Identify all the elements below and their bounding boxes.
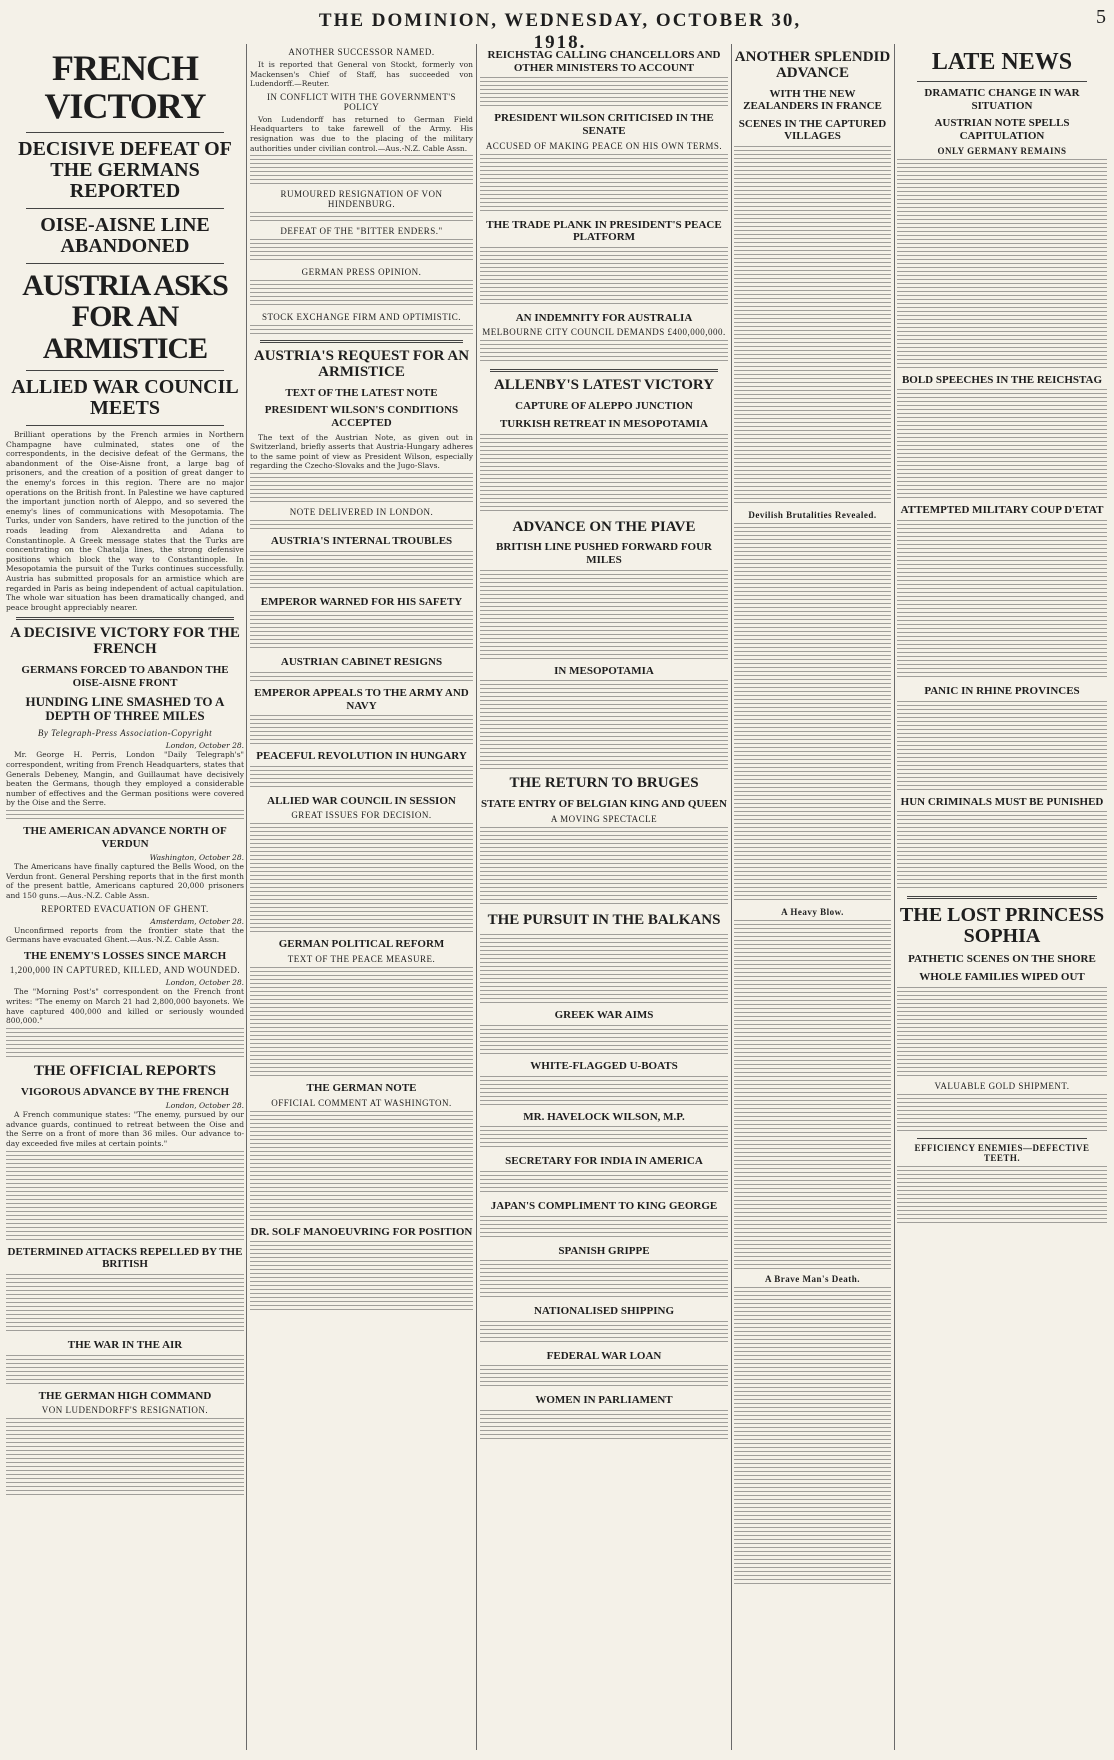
text-lines <box>6 1274 244 1334</box>
text-lines <box>480 1076 728 1106</box>
text-lines <box>250 1111 473 1221</box>
lead-paragraph: Brilliant operations by the French armies in Northern Champagne have culminated, states one of the correspondents, in the decisive defeat of the Germans, the abandonment of the Oise-Aisne front, a large bag of prisoners, and the creation of a position of great danger to the enemy's forces in this region. There are no major operations on the British front. In Palestine we have captured the important junction north of Aleppo, and so severed the enemy's lines of communications with Mesopotamia. The Turks, under von Sanders, have retired to the junction of the roads leading from Alexandretta and Adana to Constantinople. A Greek message states that the Turks are concentrating on the Chatalja lines, the strong defensive positions which block the way to Constantinople. In Mesopotamia the pursuit of the Turks continues successfully. Austria has submitted proposals for an armistice which are regarded in Paris as being independent of actual capitulation. The whole war situation has been dramatically changed, and peace brought appreciably nearer. <box>6 430 244 612</box>
text-lines <box>480 570 728 660</box>
subheadline: AN INDEMNITY FOR AUSTRALIA <box>515 311 693 324</box>
column-rule <box>476 44 477 1750</box>
subheadline: A MOVING SPECTACLE <box>550 813 658 824</box>
subheadline: EMPEROR APPEALS TO THE ARMY AND NAVY <box>254 686 469 712</box>
text-lines <box>250 239 473 263</box>
column-rule <box>731 44 732 1750</box>
divider <box>26 370 224 371</box>
divider <box>907 896 1097 899</box>
divider <box>26 132 224 133</box>
subheadline: GERMAN POLITICAL REFORM <box>278 938 445 951</box>
text-lines <box>897 1094 1107 1134</box>
article-text: The "Morning Post's" correspondent on the French front writes: "The enemy on March 21 had 2,800,000 bayonets. We have captured 400,000 and killed or seriously wounded 800,000." <box>6 987 244 1026</box>
subheadline: FEDERAL WAR LOAN <box>546 1349 662 1362</box>
subheadline: DR. SOLF MANOEUVRING FOR POSITION <box>250 1225 473 1238</box>
text-lines <box>734 146 891 506</box>
headline: A DECISIVE VICTORY FOR THE FRENCH <box>10 625 240 658</box>
headline: ALLENBY'S LATEST VICTORY <box>493 377 715 394</box>
text-lines <box>6 1355 244 1385</box>
subheadline: AUSTRIA'S INTERNAL TROUBLES <box>270 534 453 547</box>
text-lines <box>480 340 728 364</box>
text-lines <box>6 1418 244 1498</box>
subheadline: SCENES IN THE CAPTURED VILLAGES <box>738 117 887 143</box>
text-lines <box>6 810 244 820</box>
subheadline: IN MESOPOTAMIA <box>554 664 654 677</box>
subheadline: HUN CRIMINALS MUST BE PUNISHED <box>900 795 1104 808</box>
text-lines <box>480 1216 728 1240</box>
subheadline: VIGOROUS ADVANCE BY THE FRENCH <box>20 1085 230 1098</box>
text-lines <box>250 325 473 335</box>
subheadline: NOTE DELIVERED IN LONDON. <box>289 506 434 517</box>
headline: AUSTRIA'S REQUEST FOR AN ARMISTICE <box>253 348 470 380</box>
dateline: London, October 28. <box>165 741 244 751</box>
column-1 <box>6 44 244 1750</box>
dateline: London, October 28. <box>165 978 244 988</box>
dateline: Washington, October 28. <box>149 853 244 863</box>
headline: DECISIVE DEFEAT OF THE GERMANS REPORTED <box>18 137 232 202</box>
subheadline: AUSTRIAN NOTE SPELLS CAPITULATION <box>934 117 1070 143</box>
headline: THE PURSUIT IN THE BALKANS <box>487 911 721 928</box>
text-lines <box>897 701 1107 791</box>
text-lines <box>734 1287 891 1587</box>
subheadline: THE ENEMY'S LOSSES SINCE MARCH <box>23 949 227 962</box>
subheadline: SPANISH GRIPPE <box>558 1244 650 1257</box>
text-lines <box>250 473 473 503</box>
subheadline: ANOTHER SUCCESSOR NAMED. <box>288 47 435 57</box>
subheadline: TEXT OF THE PEACE MEASURE. <box>287 954 436 965</box>
text-lines <box>897 987 1107 1077</box>
headline: THE OFFICIAL REPORTS <box>33 1062 216 1079</box>
subheadline: TEXT OF THE LATEST NOTE <box>285 386 438 399</box>
headline: THE LOST PRINCESS SOPHIA <box>899 904 1105 948</box>
headline: HUNDING LINE SMASHED TO A DEPTH OF THREE MILES <box>25 694 225 723</box>
subheadline: EMPEROR WARNED FOR HIS SAFETY <box>260 595 463 608</box>
subheadline: PATHETIC SCENES ON THE SHORE <box>908 953 1096 966</box>
divider <box>16 617 234 620</box>
text-lines <box>6 1028 244 1058</box>
column-3 <box>480 44 728 1750</box>
article-text: The text of the Austrian Note, as given out in Switzerland, briefly asserts that Austria-Hungary adheres to the same point of view as President Wilson, especially regarding the Czecho-Slovaks and the Jugo-Slavs. <box>250 432 473 471</box>
subheadline: WHOLE FAMILIES WIPED OUT <box>919 970 1085 983</box>
text-lines <box>897 159 1107 369</box>
text-lines <box>480 77 728 107</box>
subheadline: SECRETARY FOR INDIA IN AMERICA <box>505 1155 703 1168</box>
subheadline: STATE ENTRY OF BELGIAN KING AND QUEEN <box>481 797 727 810</box>
text-lines <box>480 1260 728 1300</box>
text-lines <box>480 1126 728 1150</box>
subheadline: WHITE-FLAGGED U-BOATS <box>530 1059 678 1072</box>
divider <box>917 1138 1087 1139</box>
headline: THE RETURN TO BRUGES <box>509 775 699 792</box>
page-number: 5 <box>1096 6 1106 28</box>
text-lines <box>480 934 728 1004</box>
text-lines <box>897 1166 1107 1226</box>
subheadline: RUMOURED RESIGNATION OF VON HINDENBURG. <box>280 189 443 210</box>
subheadline: THE WAR IN THE AIR <box>67 1338 183 1351</box>
dateline: Amsterdam, October 28. <box>150 916 244 926</box>
subheadline: THE GERMAN NOTE <box>306 1082 417 1095</box>
text-lines <box>480 1365 728 1389</box>
text-lines <box>480 1410 728 1440</box>
subheadline: GERMAN PRESS OPINION. <box>301 267 422 278</box>
subheadline: GREEK WAR AIMS <box>554 1009 654 1022</box>
subheadline: A Heavy Blow. <box>781 907 844 918</box>
headline: AUSTRIA ASKS FOR AN ARMISTICE <box>22 268 228 365</box>
text-lines <box>480 827 728 907</box>
subheadline: PRESIDENT WILSON'S CONDITIONS ACCEPTED <box>264 404 459 429</box>
column-5 <box>897 44 1107 1750</box>
divider <box>260 340 463 343</box>
text-lines <box>250 823 473 933</box>
subheadline: A Brave Man's Death. <box>765 1274 860 1285</box>
subheadline: JAPAN'S COMPLIMENT TO KING GEORGE <box>490 1199 718 1212</box>
subheadline: GREAT ISSUES FOR DECISION. <box>291 810 432 821</box>
article-text: Von Ludendorff has returned to German Field Headquarters to take farewell of the Army. His resignation was due to the placing of the military authorities under civilian control.—Aus.-N.Z. Cable Assn. <box>250 114 473 153</box>
headline: OISE-AISNE LINE ABANDONED <box>40 213 210 257</box>
subheadline: DEFEAT OF THE "BITTER ENDERS." <box>280 226 443 237</box>
subheadline: OFFICIAL COMMENT AT WASHINGTON. <box>271 1097 452 1108</box>
subheadline: BOLD SPEECHES IN THE REICHSTAG <box>901 373 1103 386</box>
subheadline: DETERMINED ATTACKS REPELLED BY THE BRITISH <box>7 1245 243 1271</box>
text-lines <box>250 520 473 530</box>
divider <box>26 263 224 264</box>
text-lines <box>250 551 473 591</box>
article-text: The Americans have finally captured the Bells Wood, on the Verdun front. General Pershing reports that in the first month of the present battle, Americans captured 20,000 prisoners and 150 guns.—Aus.-N.Z. Cable Assn. <box>6 862 244 901</box>
dateline: London, October 28. <box>165 1101 244 1111</box>
text-lines <box>480 1025 728 1055</box>
text-lines <box>6 1151 244 1241</box>
subheadline: NATIONALISED SHIPPING <box>533 1305 675 1318</box>
text-lines <box>480 680 728 770</box>
subheadline: DRAMATIC CHANGE IN WAR SITUATION <box>924 87 1080 112</box>
text-lines <box>734 523 891 903</box>
article-text: A French communique states: "The enemy, pursued by our advance guards, continued to retreat between the Oise and the Serre on a front of more than 36 miles. Our advance to-day exceeded five miles at certain points." <box>6 1110 244 1149</box>
headline: ANOTHER SPLENDID ADVANCE <box>734 49 891 81</box>
text-lines <box>250 1241 473 1311</box>
column-2 <box>250 44 473 1750</box>
column-rule <box>246 44 247 1750</box>
divider <box>490 369 718 372</box>
headline-main: FRENCH VICTORY <box>44 48 206 126</box>
divider <box>26 425 224 426</box>
subheadline: THE AMERICAN ADVANCE NORTH OF VERDUN <box>23 825 227 850</box>
subheadline: STOCK EXCHANGE FIRM AND OPTIMISTIC. <box>261 312 462 323</box>
subheadline: WOMEN IN PARLIAMENT <box>535 1394 673 1407</box>
subheadline: ACCUSED OF MAKING PEACE ON HIS OWN TERMS. <box>485 140 723 151</box>
subheadline: Devilish Brutalities Revealed. <box>748 510 877 521</box>
text-lines <box>250 280 473 308</box>
divider <box>917 81 1087 82</box>
newspaper-title: THE DOMINION, WEDNESDAY, OCTOBER 30, 1918. <box>318 10 802 53</box>
subheadline: PEACEFUL REVOLUTION IN HUNGARY <box>256 750 467 763</box>
subheadline: THE TRADE PLANK IN PRESIDENT'S PEACE PLATFORM <box>486 218 722 244</box>
subheadline: ONLY GERMANY REMAINS <box>937 145 1067 156</box>
subheadline: BRITISH LINE PUSHED FORWARD FOUR MILES <box>496 541 712 566</box>
text-lines <box>480 1321 728 1345</box>
column-4 <box>734 44 891 1750</box>
article-text: It is reported that General von Stockt, formerly von Mackensen's Chief of Staff, has succeeded von Ludendorff.—Reuter. <box>250 60 473 89</box>
text-lines <box>734 920 891 1270</box>
text-lines <box>897 389 1107 499</box>
subheadline: PRESIDENT WILSON CRITICISED IN THE SENATE <box>494 112 714 137</box>
subheadline: ATTEMPTED MILITARY COUP D'ETAT <box>900 504 1104 517</box>
text-lines <box>250 672 473 682</box>
subheadline: IN CONFLICT WITH THE GOVERNMENT'S POLICY <box>266 91 457 112</box>
subheadline: MELBOURNE CITY COUNCIL DEMANDS £400,000,000. <box>482 327 726 338</box>
headline: ADVANCE ON THE PIAVE <box>512 518 696 535</box>
subheadline: WITH THE NEW ZEALANDERS IN FRANCE <box>743 87 882 113</box>
text-lines <box>250 212 473 222</box>
text-lines <box>480 154 728 214</box>
text-lines <box>897 811 1107 891</box>
subheadline: GERMANS FORCED TO ABANDON THE OISE-AISNE FRONT <box>21 663 229 689</box>
subheadline: MR. HAVELOCK WILSON, M.P. <box>523 1110 685 1123</box>
subheadline: VON LUDENDORFF'S RESIGNATION. <box>41 1405 209 1416</box>
subheadline: TURKISH RETREAT IN MESOPOTAMIA <box>499 417 709 430</box>
byline: By Telegraph-Press Association-Copyright <box>37 728 213 739</box>
text-lines <box>480 247 728 307</box>
subheadline: ALLIED WAR COUNCIL IN SESSION <box>267 794 456 807</box>
text-lines <box>250 967 473 1077</box>
subheadline: THE GERMAN HIGH COMMAND <box>38 1389 212 1402</box>
text-lines <box>250 766 473 790</box>
text-lines <box>480 434 728 514</box>
text-lines <box>250 715 473 745</box>
headline: ALLIED WAR COUNCIL MEETS <box>11 376 239 420</box>
headline: LATE NEWS <box>931 49 1073 75</box>
column-rule <box>894 44 895 1750</box>
subheadline: REICHSTAG CALLING CHANCELLORS AND OTHER MINISTERS TO ACCOUNT <box>487 49 721 74</box>
subheadline: 1,200,000 IN CAPTURED, KILLED, AND WOUNDED. <box>9 965 241 976</box>
subheadline: CAPTURE OF ALEPPO JUNCTION <box>515 400 693 413</box>
text-lines <box>250 155 473 185</box>
subheadline: PANIC IN RHINE PROVINCES <box>924 685 1080 698</box>
text-lines <box>250 611 473 651</box>
advertisement-title: EFFICIENCY ENEMIES—DEFECTIVE TEETH. <box>914 1142 1090 1163</box>
subheadline: REPORTED EVACUATION OF GHENT. <box>41 903 209 914</box>
text-lines <box>480 1171 728 1195</box>
subheadline: VALUABLE GOLD SHIPMENT. <box>934 1080 1070 1091</box>
divider <box>26 208 224 209</box>
article-text: Mr. George H. Perris, London "Daily Telegraph's" correspondent, writing from French Headquarters, states that Generals Debeney, Mangin, and Guillaumat have decisively beaten the Germans, though they employed a considerable number of effectives and the German positions were covered by the Oise and the Serre. <box>6 750 244 808</box>
article-text: Unconfirmed reports from the frontier state that the Germans have evacuated Ghent.—Aus.-N.Z. Cable Assn. <box>6 925 244 945</box>
subheadline: AUSTRIAN CABINET RESIGNS <box>280 656 443 669</box>
text-lines <box>897 520 1107 680</box>
